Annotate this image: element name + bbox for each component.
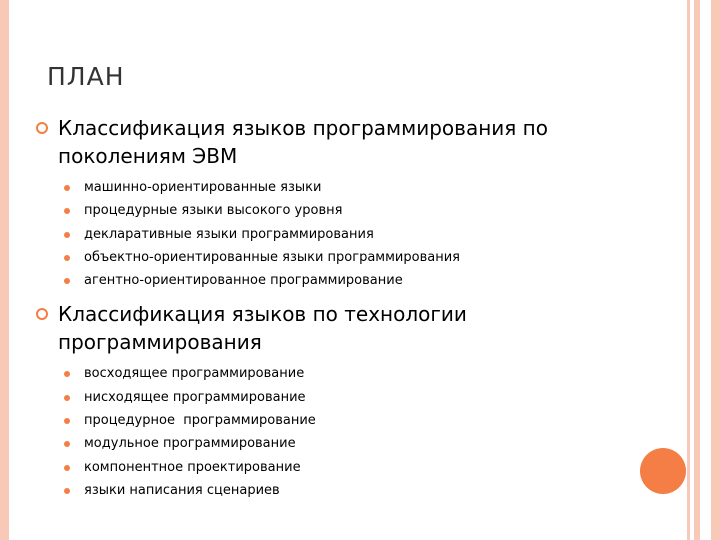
list-item: [62, 432, 656, 455]
list-item-text: нисходящее программирование: [84, 389, 306, 405]
list-item: [62, 409, 656, 432]
list-item-text: восходящее программирование: [84, 366, 305, 382]
list-item: [62, 456, 656, 479]
dot-bullet-icon: [64, 208, 70, 214]
list-item-text: агентно-ориентированное программирование: [84, 273, 403, 289]
generation-list: [36, 176, 656, 292]
list-item-text: процедурные языки высокого уровня: [84, 203, 343, 219]
list-item: [62, 223, 656, 246]
list-item-text: компонентное проектирование: [84, 459, 301, 475]
ring-bullet-icon: [36, 122, 48, 134]
section-heading-text: Классификация языков программирования по поколениям ЭВМ: [58, 116, 548, 168]
dot-bullet-icon: [64, 232, 70, 238]
dot-bullet-icon: [64, 418, 70, 424]
section-heading-text: Классификация языков по технологии программирования: [58, 302, 467, 355]
section-heading: [36, 114, 656, 170]
list-item-text: процедурное программирование: [84, 413, 316, 429]
list-item: [62, 199, 656, 222]
dot-bullet-icon: [64, 465, 70, 471]
dot-bullet-icon: [64, 278, 70, 284]
list-item: [62, 176, 656, 199]
list-item: [62, 246, 656, 269]
right-border-inner-line: [687, 0, 690, 540]
dot-bullet-icon: [64, 395, 70, 401]
slide-title: ПЛАН: [47, 62, 125, 91]
dot-bullet-icon: [64, 441, 70, 447]
list-item: [62, 386, 656, 409]
technology-list: [36, 362, 656, 502]
dot-bullet-icon: [64, 255, 70, 261]
list-item-text: декларативные языки программирования: [84, 226, 374, 242]
ring-bullet-icon: [36, 308, 48, 320]
dot-bullet-icon: [64, 371, 70, 377]
dot-bullet-icon: [64, 185, 70, 191]
list-item-text: модульное программирование: [84, 436, 296, 452]
left-border: [0, 0, 9, 540]
section-technology: [36, 300, 656, 502]
list-item-text: машинно-ориентированные языки: [84, 180, 322, 195]
list-item: [62, 479, 656, 502]
slide-content: [36, 114, 656, 510]
section-heading: [36, 300, 656, 356]
list-item: [62, 362, 656, 385]
right-border-stripe: [694, 0, 700, 540]
list-item-text: языки написания сценариев: [84, 482, 280, 498]
right-border-outer: [711, 0, 720, 540]
list-item: [62, 269, 656, 292]
dot-bullet-icon: [64, 488, 70, 494]
section-generations: [36, 114, 656, 292]
list-item-text: объектно-ориентированные языки программирования: [84, 249, 460, 265]
